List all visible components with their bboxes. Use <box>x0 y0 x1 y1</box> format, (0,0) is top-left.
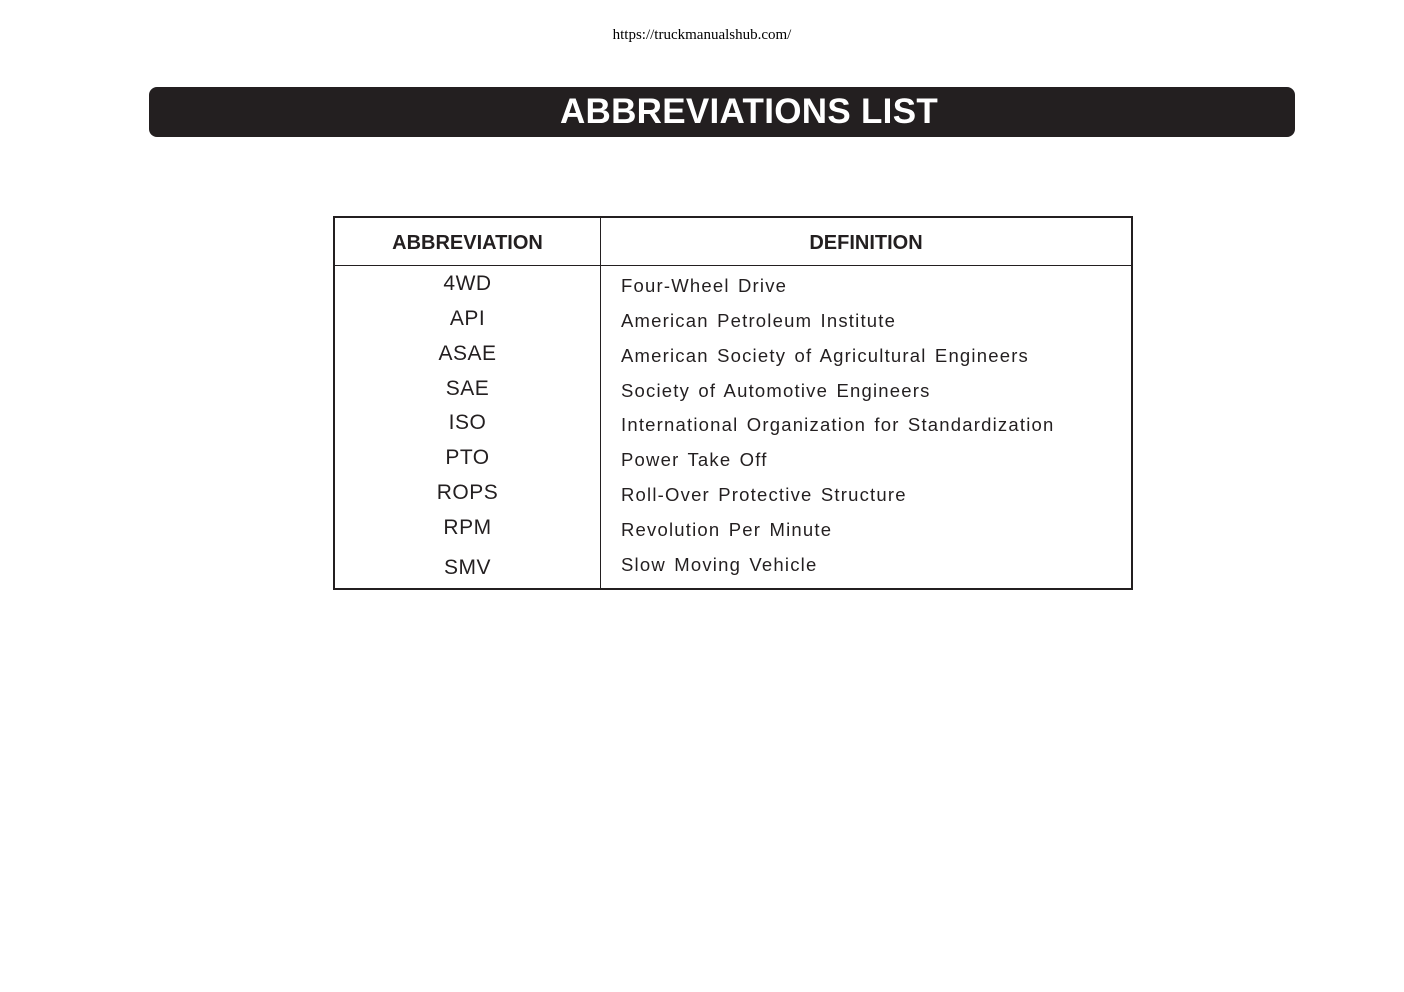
abbreviation-cell: PTO <box>445 446 490 469</box>
definition-cell: American Petroleum Institute <box>621 310 897 331</box>
definition-cell: Society of Automotive Engineers <box>621 380 931 401</box>
table-row <box>335 269 1131 304</box>
table-row <box>335 374 1131 409</box>
definition-cell: Slow Moving Vehicle <box>621 554 818 575</box>
table-row <box>335 408 1131 443</box>
header-divider <box>335 265 1131 266</box>
abbreviation-cell: API <box>449 307 486 330</box>
table-row <box>335 304 1131 339</box>
abbreviation-cell: 4WD <box>443 272 492 295</box>
definition-cell: Power Take Off <box>621 449 768 470</box>
header-abbreviation: ABBREVIATION <box>392 232 543 254</box>
page-title: ABBREVIATIONS LIST <box>559 92 939 131</box>
definition-cell: Roll-Over Protective Structure <box>621 484 907 505</box>
table-row <box>335 548 1131 583</box>
table-row <box>335 478 1131 513</box>
table-row <box>335 339 1131 374</box>
abbreviation-cell: SMV <box>443 556 491 579</box>
abbreviation-cell: ISO <box>448 411 487 434</box>
abbreviation-cell: RPM <box>443 516 492 539</box>
table-row <box>335 513 1131 548</box>
abbreviation-cell: SAE <box>445 377 490 400</box>
definition-cell: Four-Wheel Drive <box>621 275 788 296</box>
title-banner <box>149 87 1295 137</box>
definition-cell: International Organization for Standardization <box>621 414 1055 435</box>
abbreviation-cell: ROPS <box>436 481 499 504</box>
table-row <box>335 443 1131 478</box>
abbreviations-table <box>333 216 1133 590</box>
definition-cell: American Society of Agricultural Engineers <box>621 345 1030 366</box>
source-url: https://truckmanualshub.com/ <box>612 27 792 43</box>
header-definition: DEFINITION <box>809 232 923 254</box>
abbreviation-cell: ASAE <box>438 342 497 365</box>
definition-cell: Revolution Per Minute <box>621 519 833 540</box>
